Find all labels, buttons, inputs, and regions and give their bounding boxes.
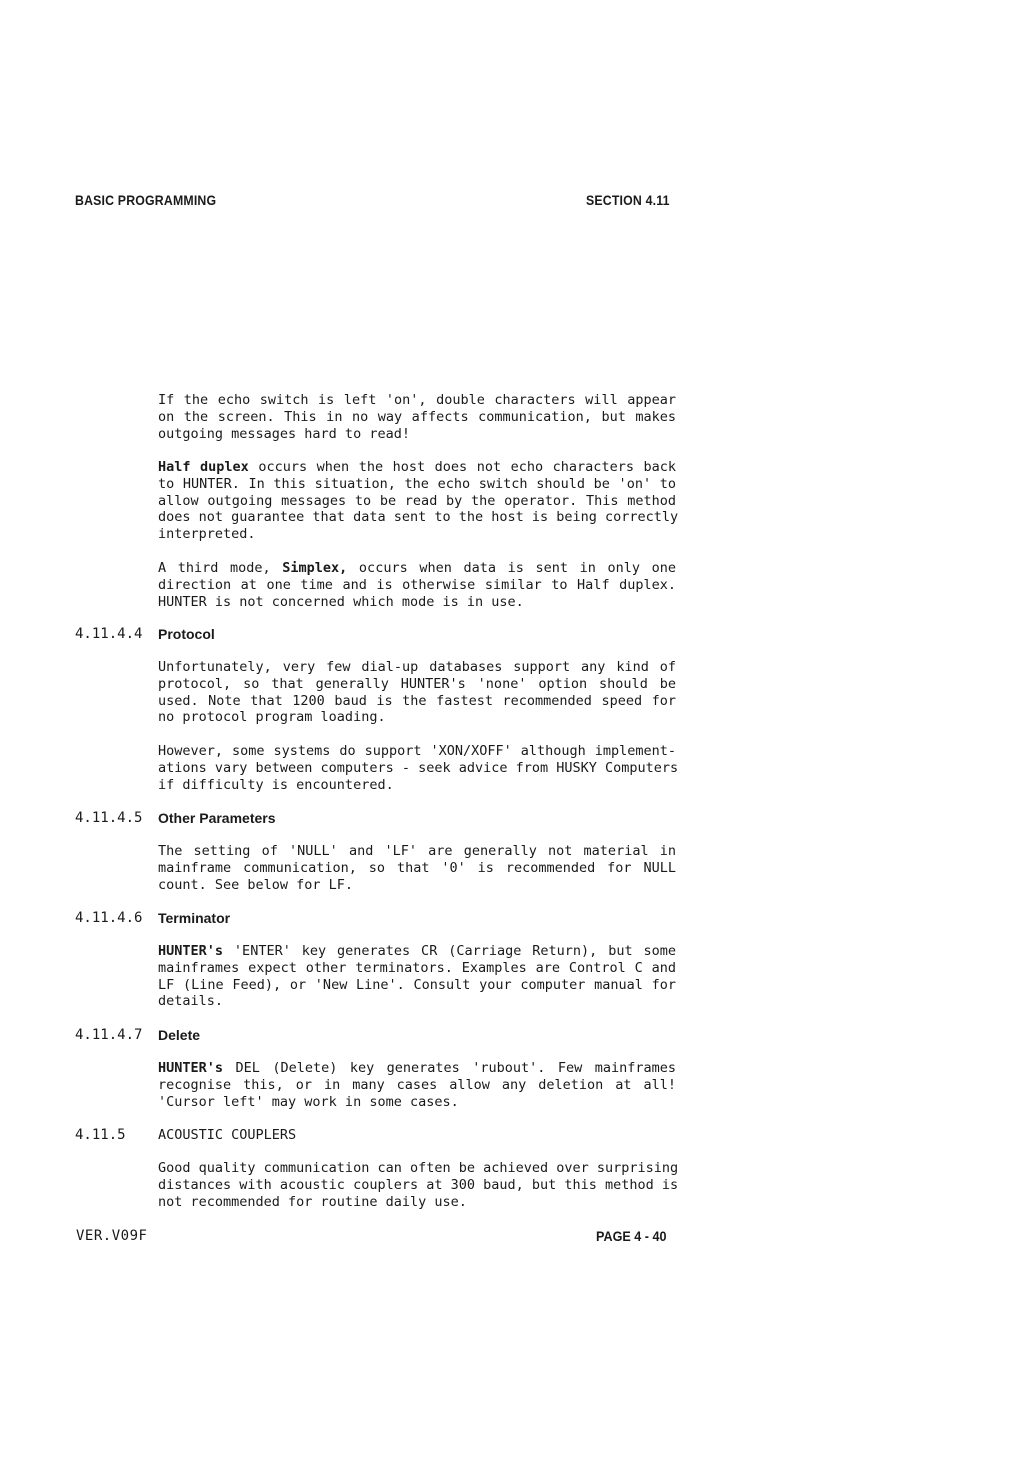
text-fragment: A third mode, xyxy=(158,560,283,576)
footer-page-number: PAGE 4 - 40 xyxy=(596,1228,667,1244)
text-line xyxy=(158,459,676,476)
paragraph-protocol xyxy=(158,659,676,726)
text-line xyxy=(158,943,676,960)
text-line: used. Note that 1200 baud is the fastest recommended speed for xyxy=(158,692,676,709)
term-half-duplex: Half duplex xyxy=(158,459,249,475)
text-line: The setting of 'NULL' and 'LF' are generally not material in xyxy=(158,843,676,859)
paragraph-delete xyxy=(158,1060,676,1110)
section-number: 4.11.4.6 xyxy=(75,910,143,926)
text-line xyxy=(158,1060,676,1077)
running-header-section: SECTION 4.11 xyxy=(586,192,670,208)
text-line: allow outgoing messages to be read by the operator. This method xyxy=(158,492,676,509)
footer-version: VER.V09F xyxy=(76,1228,148,1244)
text-line: does not guarantee that data sent to the host is being correctly xyxy=(158,509,679,526)
text-line xyxy=(158,560,676,577)
text-line: no protocol program loading. xyxy=(158,709,386,726)
section-number: 4.11.4.7 xyxy=(75,1027,143,1043)
paragraph-echo-switch xyxy=(158,392,676,442)
text-line: ations vary between computers - seek advice from HUSKY Computers xyxy=(158,759,679,776)
text-line: mainframe communication, so that '0' is recommended for NULL xyxy=(158,859,676,876)
section-title: Delete xyxy=(158,1027,201,1043)
section-title: Protocol xyxy=(158,626,215,642)
text-line: 'Cursor left' may work in some cases. xyxy=(158,1093,459,1110)
text-line: Unfortunately, very few dial-up databases support any kind of xyxy=(158,659,676,675)
paragraph-xon-xoff xyxy=(158,743,679,793)
text-line: mainframes expect other terminators. Examples are Control C and xyxy=(158,959,676,976)
text-line: distances with acoustic couplers at 300 baud, but this method is xyxy=(158,1176,679,1193)
section-number: 4.11.4.4 xyxy=(75,626,143,642)
text-line: interpreted. xyxy=(158,526,256,543)
text-line: HUNTER is not concerned which mode is in use. xyxy=(158,593,524,610)
text-line: protocol, so that generally HUNTER's 'none' option should be xyxy=(158,675,676,692)
term-hunters: HUNTER's xyxy=(158,1060,224,1076)
text-fragment: DEL (Delete) key generates 'rubout'. Few mainframes xyxy=(223,1060,676,1076)
paragraph-other-parameters xyxy=(158,843,676,893)
text-line: to HUNTER. In this situation, the echo switch should be 'on' to xyxy=(158,475,676,492)
text-line: recognise this, or in many cases allow any deletion at all! xyxy=(158,1076,676,1093)
text-line: outgoing messages hard to read! xyxy=(158,425,410,442)
text-line: count. See below for LF. xyxy=(158,876,354,893)
section-title: Terminator xyxy=(158,910,231,926)
text-fragment: occurs when the host does not echo characters back xyxy=(248,459,676,475)
text-line: on the screen. This in no way affects communication, but makes xyxy=(158,408,676,425)
section-number: 4.11.5 xyxy=(75,1127,126,1143)
paragraph-acoustic-couplers xyxy=(158,1160,679,1210)
text-fragment: occurs when data is sent in only one xyxy=(347,560,676,576)
running-header-title: BASIC PROGRAMMING xyxy=(75,192,217,208)
paragraph-terminator xyxy=(158,943,676,1010)
section-number: 4.11.4.5 xyxy=(75,810,143,826)
text-line: if difficulty is encountered. xyxy=(158,776,394,793)
text-line: Good quality communication can often be achieved over surprising xyxy=(158,1160,679,1176)
paragraph-half-duplex xyxy=(158,459,679,543)
paragraph-simplex xyxy=(158,560,676,610)
section-title: Other Parameters xyxy=(158,810,276,826)
term-hunters: HUNTER's xyxy=(158,943,224,959)
text-line: LF (Line Feed), or 'New Line'. Consult your computer manual for xyxy=(158,976,676,993)
text-line: details. xyxy=(158,993,224,1010)
text-line: direction at one time and is otherwise similar to Half duplex. xyxy=(158,576,676,593)
text-line: If the echo switch is left 'on', double characters will appear xyxy=(158,392,676,408)
text-line: not recommended for routine daily use. xyxy=(158,1193,467,1210)
term-simplex: Simplex, xyxy=(282,560,348,576)
section-title: ACOUSTIC COUPLERS xyxy=(158,1127,297,1143)
text-line: However, some systems do support 'XON/XOFF' although implement- xyxy=(158,743,676,759)
text-fragment: 'ENTER' key generates CR (Carriage Return), but some xyxy=(223,943,676,959)
